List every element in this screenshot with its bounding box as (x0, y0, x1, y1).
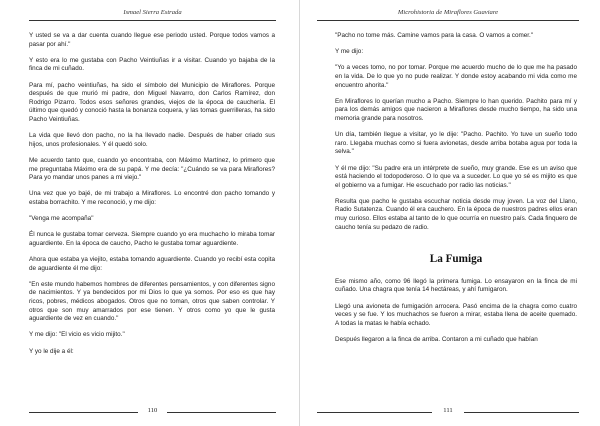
header-rule (29, 20, 276, 21)
paragraph: Después llegaron a la finca de arriba. Contaron a mi cuñado que habían (335, 336, 538, 343)
paragraph: Y usted se va a dar cuenta cuando llegue ese periodo usted. Porque todos vamos a pasar por ahí." (29, 32, 275, 48)
paragraph: Ese mismo año, como 96 llegó la primera fumiga. Lo ensayaron en la finca de mi cuñado. Una chagra que tenía 14 hectáreas, y ahí fumigaron. (335, 277, 577, 294)
paragraph: Me acuerdo tanto que, cuando yo encontraba, con Máximo Martínez, lo primero que me preguntaba Máximo era de su papá. Y me decía: "¿Cuándo se va para Miraflores? Para yo mandar unos panes a mi viejo." (29, 156, 275, 182)
paragraph: Y él me dijo: "Su padre era un intérprete de sueño, muy grande. Ese es un aviso que está haciendo el todopoderoso. O lo que va a suceder. Lo que yo sé es mijito es que el gobierno va a fumigar. He escuchado por radio las noticias." (335, 164, 577, 189)
paragraph: Él nunca le gustaba tomar cerveza. Siempre cuando yo era muchacho lo miraba tomar aguardiente. En la época de caucho, Pacho le gustaba tomar aguardiente. (29, 231, 275, 247)
footer-rule (167, 412, 276, 413)
footer-rule (464, 412, 579, 413)
paragraph: Y yo le dije a él: (29, 347, 74, 355)
left-page-body (29, 32, 275, 364)
paragraph: Un día, también llegue a visitar, yo le dije: "Pacho. Pachito. Yo tuve un sueño todo raro. Llegaba muchas como si fuera avionetas, desde arriba botaba agua por toda la selva." (335, 131, 577, 156)
page-footer (29, 407, 276, 417)
header-rule (317, 20, 579, 21)
paragraph: La vida que llevó don pacho, no la ha llevado nadie. Después de haber criado sus hijos, unos profesionales. Y él quedó solo. (29, 132, 275, 148)
paragraph: Resulta que pacho le gustaba escuchar noticia desde muy joven. La voz del Llano, Radio Sutatenza. Cuando él era cauchero. En la época de nuestros padres ellos eran muy curioso. Ellos estaba al tanto de lo que ocurría en nuestro país. Cada finquero de caucho tenía su pedazo de radio. (335, 197, 577, 231)
paragraph: Una vez que yo bajé, de mi trabajo a Miraflores. Lo encontré don pacho tomando y estaba borrachito. Y me reconoció, y me dijo: (29, 190, 275, 206)
paragraph: "Pacho no tome más. Camine vamos para la casa. O vamos a comer." (335, 32, 534, 39)
paragraph: "Yo a veces tomo, no por tomar. Porque me acuerdo mucho de lo que me ha pasado en la vida. De lo que yo no pude realizar. Y donde estoy acabando mi vida como me encuentro ahorita." (335, 64, 577, 89)
right-page (300, 0, 600, 426)
paragraph: Y esto era lo me gustaba con Pacho Veintiuñas ir a visitar. Cuando yo bajaba de la finca de mi cuñado. (29, 56, 275, 73)
paragraph: "En este mundo habemos hombres de diferentes pensamientos, y con diferentes signo de nacimientos. Y ya bendecidos por mi Dios lo que ya somos. Por eso es que hay ricos, pobres, médicos abogados. Otros que no toman, otros que saben controlar. Y otros que son muy amarrados por ese tienen. Y otros como yo que le gusta aguardiente de vez en cuando." (29, 280, 275, 323)
page-footer (317, 407, 579, 417)
paragraph: Para mí, pacho veintiuñas, ha sido el símbolo del Municipio de Miraflores. Porque después de que murió mi padre, don Miguel Navarro, don Carlos Ramírez, don Rodrigo Pizarro. Todos esos señores grandes, viejos de la época de cauchería. El último que quedó y conoció hasta la bonanza coquera, y las tomas guerrilleras, ha sido Pacho Veintiuñas. (29, 81, 275, 123)
page-number: 110 (147, 407, 158, 414)
running-header-author: Ismael Sierra Estrada (123, 9, 182, 16)
page-number: 111 (443, 407, 453, 414)
paragraph: "Venga me acompaña" (29, 215, 94, 223)
paragraph: Y me dijo: (335, 48, 364, 56)
paragraph: En Miraflores lo querían mucho a Pacho. Siempre lo han querido. Pachito para mí y para los demás amigos que nacieron a Miraflores desde mucho tiempo, ha sido una memoria grande para nosotros. (335, 97, 577, 122)
paragraph: Y me dijo: "El vicio es vicio mijito." (29, 331, 125, 339)
running-header-title: Microhistoria de Miraflores Guaviare (397, 9, 499, 16)
right-page-body (335, 32, 577, 352)
paragraph: Ahora que estaba ya viejito, estaba tomando aguardiente. Cuando yo recibí esta copita de aguardiente él me dijo: (29, 256, 275, 272)
paragraph: Llegó una avioneta de fumigación arrocera. Pasó encima de la chagra como cuatro veces y se fue. Y los muchachos se fueron a mirar, estaba llena de aceite quemado. A todas la matas le había echado. (335, 302, 577, 327)
section-title: La Fumiga (429, 253, 483, 266)
